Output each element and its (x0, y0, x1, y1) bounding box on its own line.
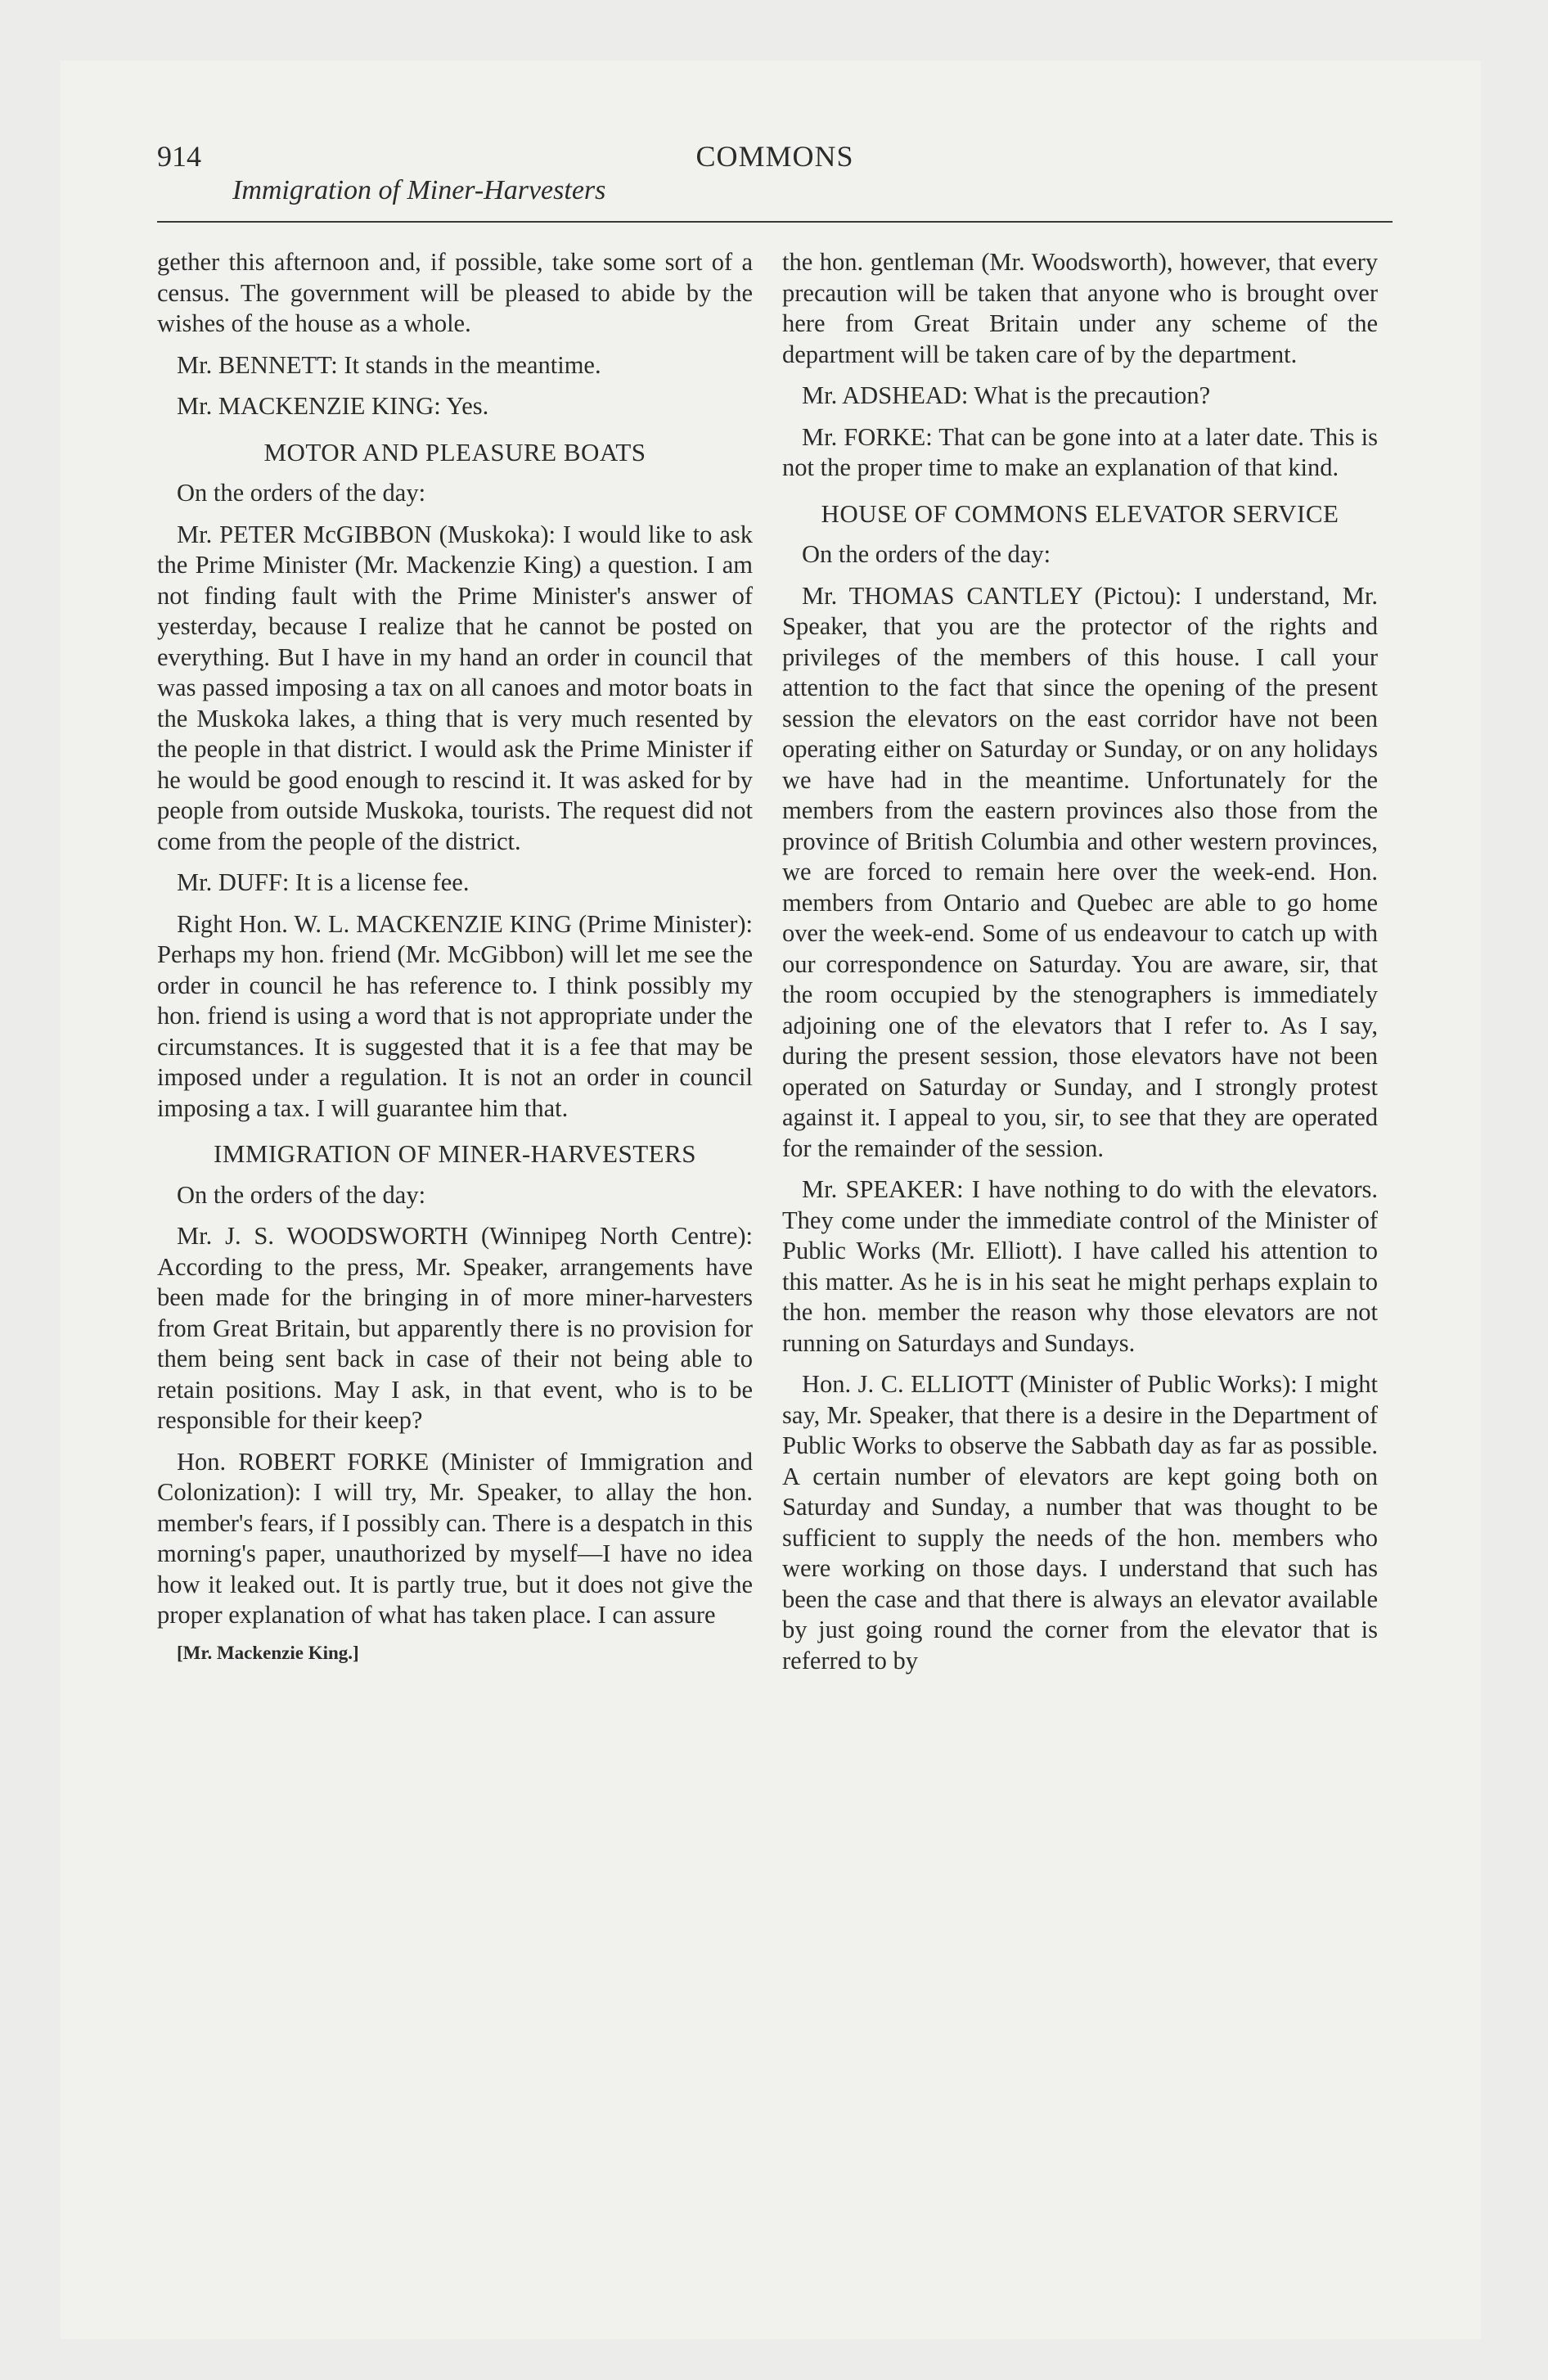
paragraph: Mr. J. S. WOODSWORTH (Winnipeg North Centre): According to the press, Mr. Speaker, arrangements have been made for the bringing in of more miner-harvesters from Great Britain, but apparently there is no provision for them being sent back in case of their not being able to retain positions. May I ask, in that event, who is to be responsible for their keep? (157, 1222, 753, 1434)
paragraph: On the orders of the day: (177, 1180, 426, 1209)
paragraph: On the orders of the day: (177, 479, 426, 507)
paragraph: Hon. J. C. ELLIOTT (Minister of Public Works): I might say, Mr. Speaker, that there is a desire in the Department of Public Works to observe the Sabbath day as far as possible. A certain number of elevators are kept going both on Saturday and Sunday, a number that was thought to be sufficient to supply the needs of the hon. members who were working on those days. I understand that such has been the case and that there is always an elevator available by just going round the corner from the elevator that is referred to by (782, 1370, 1378, 1675)
page-header (157, 139, 1393, 213)
running-head: COMMONS (695, 140, 854, 173)
paragraph: Right Hon. W. L. MACKENZIE KING (Prime Minister): Perhaps my hon. friend (Mr. McGibbon) will let me see the order in council he has reference to. I think possibly my hon. friend is using a word that is not appropriate under the circumstances. It is suggested that it is a fee that may be imposed under a regulation. It is not an order in council imposing a tax. I will guarantee him that. (157, 909, 753, 1122)
section-heading: HOUSE OF COMMONS ELEVATOR SERVICE (821, 498, 1339, 528)
paragraph: Mr. THOMAS CANTLEY (Pictou): I understand, Mr. Speaker, that you are the protector of the rights and privileges of the members of this house. I call your attention to the fact that since the opening of the present session the elevators on the east corridor have not been operating either on Saturday or Sunday, or on any holidays we have had in the meantime. Unfortunately for the members from the eastern provinces also those from the province of British Columbia and other western provinces, we are forced to remain here over the week-end. Hon. members from Ontario and Quebec are able to go home over the week-end. Some of us endeavour to catch up with our correspondence on Saturday. You are aware, sir, that the room occupied by the stenographers is immediately adjoining one of the elevators that I refer to. As I say, during the present session, those elevators have not been operated on Saturday or Sunday, and I strongly protest against it. I appeal to you, sir, to see that they are operated for the remainder of the session. (782, 581, 1378, 1162)
right-column (782, 247, 1378, 1687)
section-heading: IMMIGRATION OF MINER-HARVESTERS (214, 1139, 696, 1168)
page-number: 914 (157, 140, 201, 173)
speaker-footnote: [Mr. Mackenzie King.] (177, 1642, 359, 1663)
paragraph: Mr. BENNETT: It stands in the meantime. (177, 350, 601, 379)
paragraph: Mr. PETER McGIBBON (Muskoka): I would like to ask the Prime Minister (Mr. Mackenzie King) a question. I am not finding fault with the Prime Minister's answer of yesterday, because I realize that he cannot be posted on everything. But I have in my hand an order in council that was passed imposing a tax on all canoes and motor boats in the Muskoka lakes, a thing that is very much resented by the people in that district. I would ask the Prime Minister if he would be good enough to rescind it. It was asked for by people from outside Muskoka, tourists. The request did not come from the people of the district. (157, 520, 753, 855)
section-heading: MOTOR AND PLEASURE BOATS (263, 437, 646, 467)
paragraph: Hon. ROBERT FORKE (Minister of Immigration and Colonization): I will try, Mr. Speaker, to allay the hon. member's fears, if I possibly can. There is a despatch in this morning's paper, unauthorized by myself—I have no idea how it leaked out. It is partly true, but it does not give the proper explanation of what has taken place. I can assure (157, 1447, 753, 1629)
subject-head: Immigration of Miner-Harvesters (232, 175, 606, 205)
paragraph: gether this afternoon and, if possible, take some sort of a census. The government will be pleased to abide by the wishes of the house as a whole. (157, 248, 753, 337)
paragraph: Mr. DUFF: It is a license fee. (177, 868, 470, 896)
paragraph: Mr. ADSHEAD: What is the precaution? (802, 381, 1211, 409)
paragraph: the hon. gentleman (Mr. Woodsworth), however, that every precaution will be taken that anyone who is brought over here from Great Britain under any scheme of the department will be taken care of by the department. (782, 248, 1378, 368)
left-column (157, 247, 753, 1675)
header-rule (157, 221, 1393, 223)
paragraph: Mr. SPEAKER: I have nothing to do with the elevators. They come under the immediate control of the Minister of Public Works (Mr. Elliott). I have called his attention to this matter. As he is in his seat he might perhaps explain to the hon. member the reason why those elevators are not running on Saturdays and Sundays. (782, 1175, 1378, 1357)
paragraph: On the orders of the day: (802, 540, 1051, 568)
paragraph: Mr. MACKENZIE KING: Yes. (177, 392, 489, 420)
paragraph: Mr. FORKE: That can be gone into at a later date. This is not the proper time to make an explanation of that kind. (782, 422, 1378, 481)
